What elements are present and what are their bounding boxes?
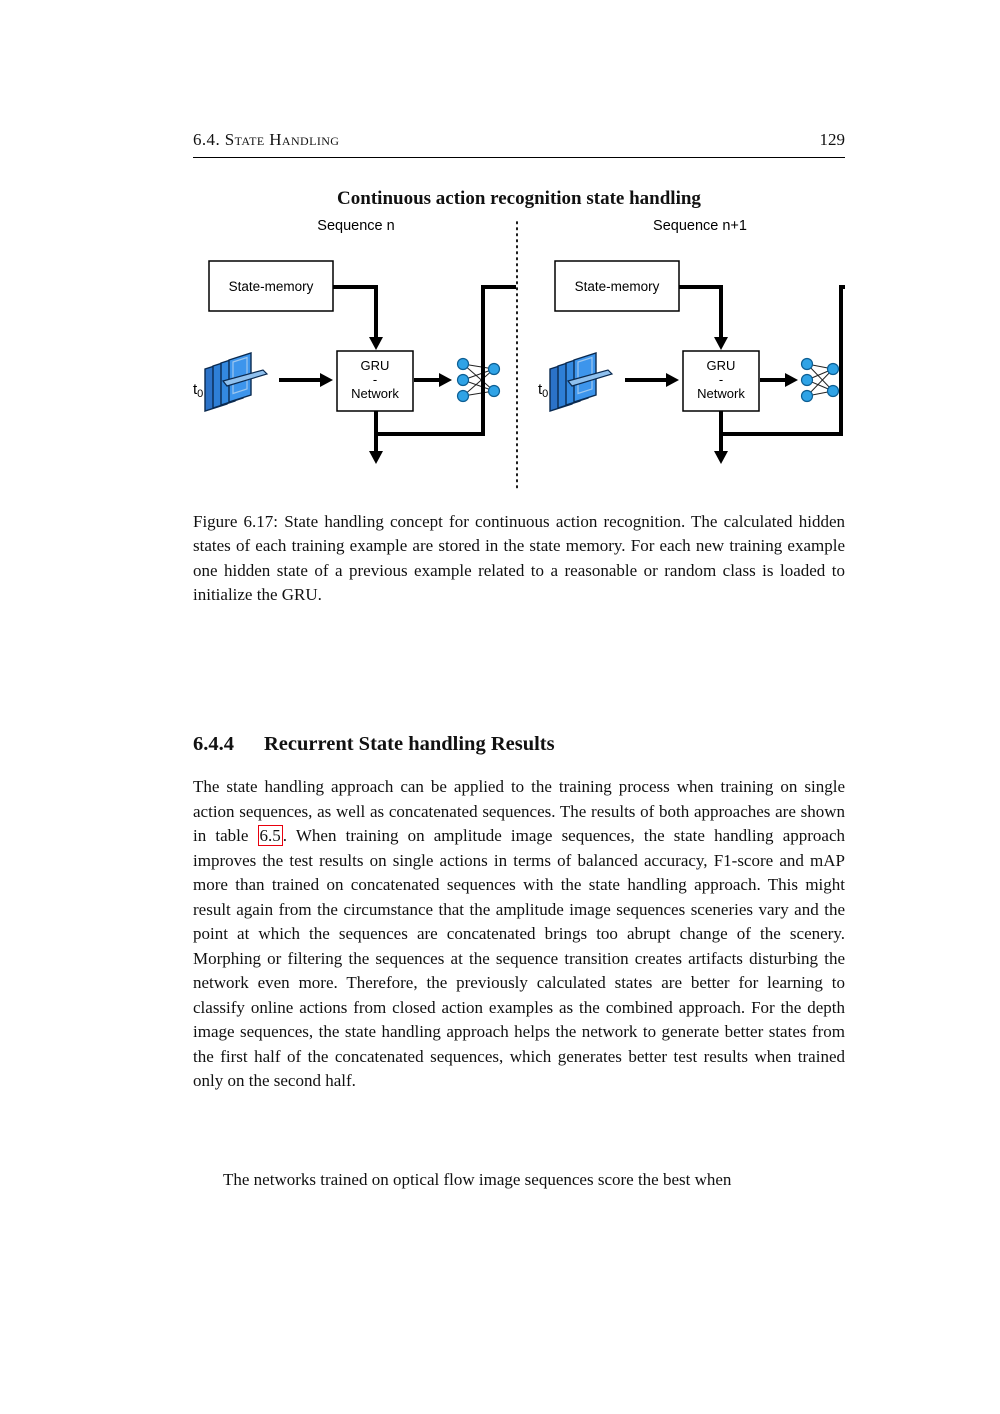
arrowhead-gru-nn-left (439, 373, 452, 387)
state-memory-label-right: State-memory (574, 279, 660, 294)
t0-label-left: $t_0$ (193, 381, 204, 400)
section-number: 6.4.4 (193, 733, 234, 755)
neural-network-icon-left (458, 359, 500, 402)
header-section-label: 6.4. State Handling (193, 130, 340, 149)
gru-label-right-3: Network (697, 386, 745, 401)
gru-label-left-1: GRU (360, 358, 390, 373)
connector-statememory-gru-right (679, 287, 721, 337)
figure-diagram (193, 214, 845, 504)
image-stack-icon-left (205, 353, 267, 411)
body-paragraph-2: The networks trained on optical flow image sequences score the best when (223, 1170, 732, 1189)
sequence-n-label: Sequence n (317, 218, 395, 234)
arrowhead-gru-nn-right (785, 373, 798, 387)
body-paragraph-1 (193, 775, 845, 1094)
arrowhead-stack-gru-left (320, 373, 333, 387)
gru-label-left-3: Network (351, 386, 399, 401)
t0-label-right: $t_0$ (538, 381, 549, 400)
page-header (193, 130, 845, 158)
connector-statememory-gru-left (333, 287, 376, 337)
diagram-canvas (193, 214, 845, 504)
neural-network-icon-right (802, 359, 839, 402)
section-title: Recurrent State handling Results (264, 733, 555, 755)
arrowhead-output-down-right (714, 451, 728, 464)
gru-label-right-1: GRU (706, 358, 736, 373)
sequence-n1-label: Sequence n+1 (653, 218, 747, 234)
table-ref-link[interactable]: 6.5 (259, 826, 281, 845)
gru-label-right-2: - (718, 372, 724, 387)
state-memory-label-left: State-memory (228, 279, 314, 294)
arrowhead-into-gru-right (714, 337, 728, 350)
paragraph-text-after-ref: . When training on amplitude image sequences, the state handling approach improves the test results on single actions in terms of balanced accuracy, F1-score and mAP more than trained on concatenated sequences with the state handling approach. This might result again from the circumstance that the amplitude image sequences sceneries vary and the point at which the sequences are concatenated brings too abrupt change of the scenery. Morphing or filtering the sequences at the sequence transition creates artifacts disturbing the network even more. Therefore, the previously calculated states are better for learning to classify online actions from closed action examples as the combined approach. For the depth image sequences, the state handling approach helps the network to generate better states from the first half of the concatenated sequences, which generates better test results when trained only on the second half. (193, 826, 845, 1090)
arrowhead-output-down-left (369, 451, 383, 464)
figure-caption: Figure 6.17: State handling concept for continuous action recognition. The calculated hidden states of each training example are stored in the state memory. For each new training example one hidden state of a previous example related to a reasonable or random class is loaded to initialize the GRU. (193, 512, 845, 605)
image-stack-icon-right (550, 353, 612, 411)
gru-label-left-2: - (372, 372, 378, 387)
figure-title: Continuous action recognition state handling (337, 188, 701, 209)
section-heading (193, 733, 845, 756)
header-page-number: 129 (819, 130, 845, 149)
paragraph-text-before-ref: The state handling approach can be applied to the training process when training on single action sequences, as well as concatenated sequences. The results of both approaches are shown in table (193, 777, 845, 845)
arrowhead-stack-gru-right (666, 373, 679, 387)
arrowhead-into-gru-left (369, 337, 383, 350)
